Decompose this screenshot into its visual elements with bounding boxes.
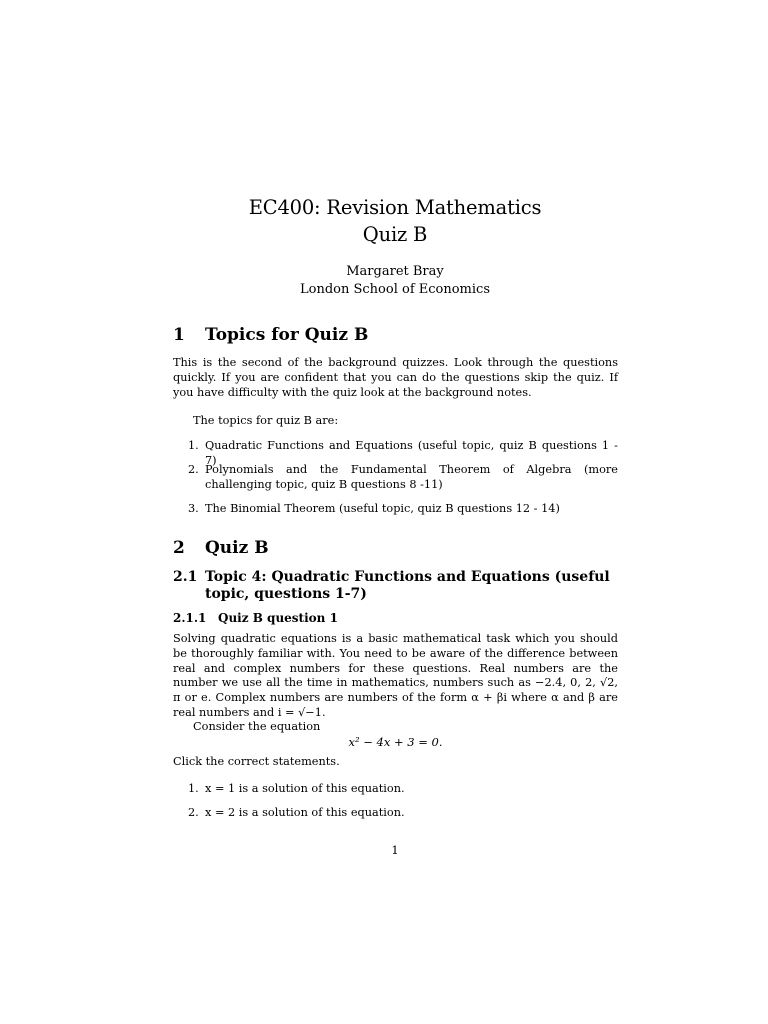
subsubsection-title: Quiz B question 1 — [218, 611, 338, 625]
subsection-number: 2.1 — [173, 569, 198, 585]
document-title: EC400: Revision Mathematics — [248, 196, 542, 219]
answer-option[interactable] — [188, 782, 618, 797]
section-number: 2 — [173, 538, 185, 558]
question-paragraph: Solving quadratic equations is a basic mathematical task which you should be thoroughly familiar with. You need to be aware of the difference between real and complex numbers for these questions. Real numbers are the number we use all the time in mathematics, numbers such as −2.4, 0, 2, √2, π or e. Complex numbers are numbers of the form α + βi where α and β are real numbers and i = √−1. — [173, 632, 618, 719]
section-2-heading — [173, 537, 269, 559]
option-number: 1. — [188, 782, 199, 795]
subsection-title-line2: topic, questions 1-7) — [205, 586, 367, 602]
equation: x² − 4x + 3 = 0. — [348, 735, 443, 749]
list-item-number: 2. — [188, 463, 199, 476]
section-title: Quiz B — [205, 538, 269, 558]
option-text: x = 1 is a solution of this equation. — [205, 782, 405, 795]
intro-paragraph: This is the second of the background quizzes. Look through the questions quickly. If you are confident that you can do the questions skip the quiz. If you have difficulty with the quiz look at the background notes. — [173, 356, 618, 399]
list-item — [188, 463, 618, 493]
section-number: 1 — [173, 325, 185, 345]
author-affiliation: London School of Economics — [300, 282, 490, 297]
option-text: x = 2 is a solution of this equation. — [205, 806, 405, 819]
subsection-heading — [173, 569, 618, 603]
list-item-number: 3. — [188, 502, 199, 515]
list-item-text: The Binomial Theorem (useful topic, quiz B questions 12 - 14) — [205, 502, 560, 515]
list-item — [188, 502, 618, 517]
list-item-text: Quadratic Functions and Equations (useful topic, quiz B questions 1 - 7) — [205, 439, 618, 467]
subsubsection-heading — [173, 610, 338, 626]
author-name: Margaret Bray — [346, 264, 444, 279]
topics-lead: The topics for quiz B are: — [193, 414, 339, 427]
section-1-heading — [173, 324, 368, 346]
subsubsection-number: 2.1.1 — [173, 611, 207, 625]
instruction-text: Click the correct statements. — [173, 755, 340, 768]
option-number: 2. — [188, 806, 199, 819]
page-number: 1 — [391, 843, 399, 857]
list-item-number: 1. — [188, 439, 199, 452]
consider-text: Consider the equation — [193, 720, 321, 733]
document-subtitle: Quiz B — [362, 223, 428, 246]
subsection-title-line1: Topic 4: Quadratic Functions and Equations (useful — [205, 569, 610, 585]
answer-option[interactable] — [188, 806, 618, 821]
section-title: Topics for Quiz B — [205, 325, 369, 345]
list-item-text: Polynomials and the Fundamental Theorem of Algebra (more challenging topic, quiz B questions 8 -11) — [205, 463, 618, 491]
